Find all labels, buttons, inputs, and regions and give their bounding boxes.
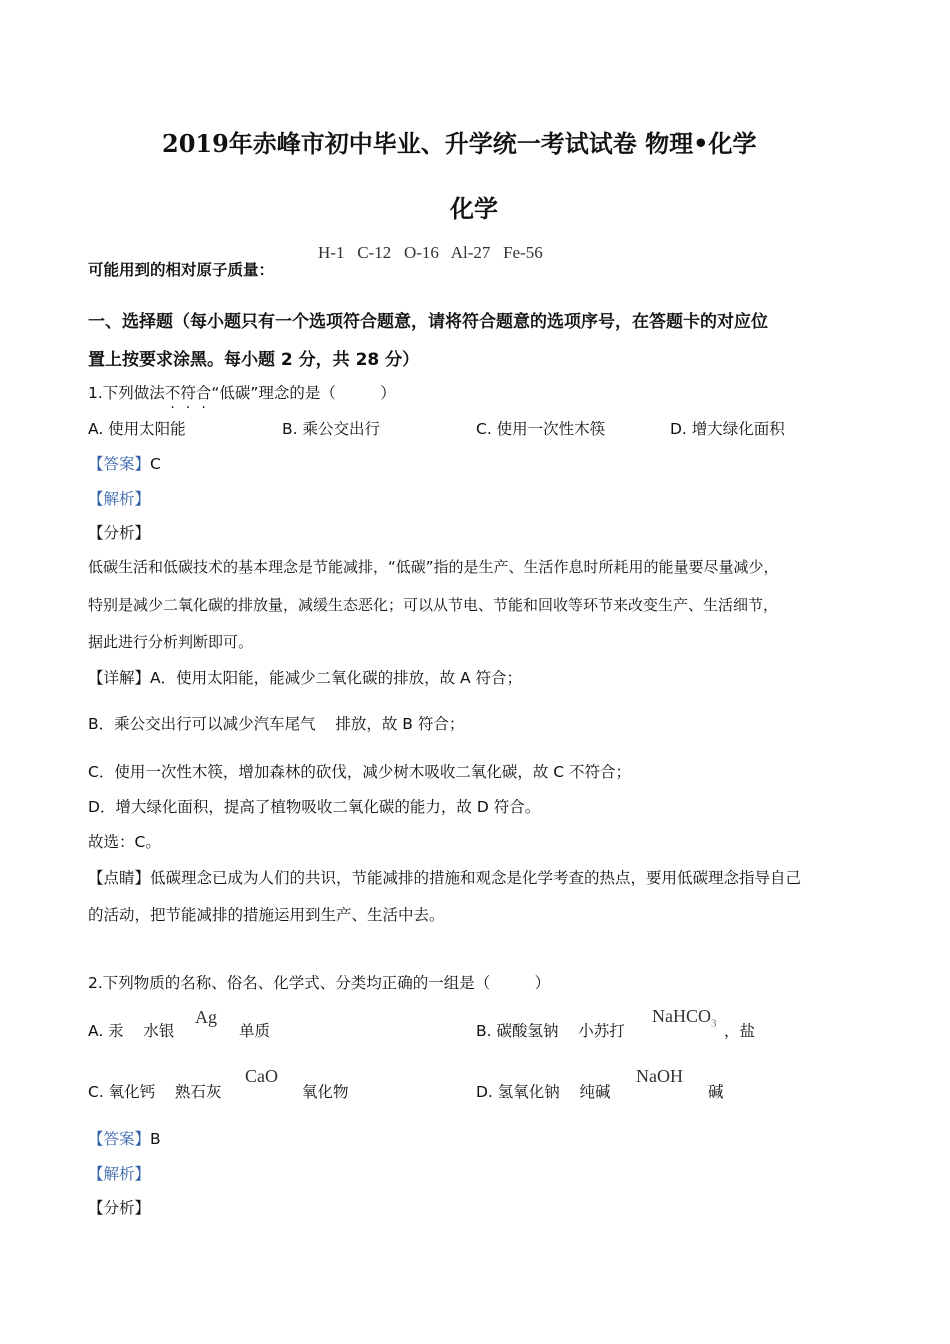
q2-option-a-class: 单质 <box>239 1022 271 1040</box>
formula-subscript: 3 <box>711 1017 717 1030</box>
q1-dianjing-line1: 【点睛】低碳理念已成为人们的共识，节能减排的措施和观念是化学考查的热点，要用低碳理念指导自己 <box>88 869 802 887</box>
q1-option-c: C. 使用一次性木筷 <box>476 420 606 438</box>
question-1-stem-pre: 1.下列做法 <box>88 384 165 402</box>
q1-fenxi-label: 【分析】 <box>88 524 151 542</box>
q2-option-b-label: B. 碳酸氢钠 小苏打 <box>476 1022 625 1040</box>
q2-option-b-formula <box>652 1006 717 1030</box>
page-subtitle: 化学 <box>450 194 498 223</box>
q1-analysis-line3: 据此进行分析判断即可。 <box>88 633 254 651</box>
emphasis-char: 合 <box>195 384 212 402</box>
q2-option-c-formula: CaO <box>245 1066 278 1086</box>
answer-value: B <box>150 1130 161 1148</box>
emphasis-char: 不 <box>164 384 181 402</box>
question-1-stem-post: “低碳”理念的是（ ） <box>211 384 396 402</box>
q2-answer <box>88 1127 161 1149</box>
q1-option-b: B. 乘公交出行 <box>282 420 380 438</box>
question-1-stem <box>88 381 396 403</box>
answer-label: 【答案】 <box>88 455 151 473</box>
q2-option-b-class: ，盐 <box>724 1022 756 1040</box>
q1-detail-b: B．乘公交出行可以减少汽车尾气 排放，故 B 符合； <box>88 715 465 733</box>
q1-answer <box>88 452 161 474</box>
page-title: 2019年赤峰市初中毕业、升学统一考试试卷 物理•化学 <box>162 129 757 158</box>
q2-option-a-label: A. 汞 水银 <box>88 1022 175 1040</box>
question-2-stem: 2.下列物质的名称、俗名、化学式、分类均正确的一组是（ ） <box>88 974 551 992</box>
q2-option-d-label: D. 氢氧化钠 纯碱 <box>476 1083 611 1101</box>
section-heading-line2: 置上按要求涂黑。每小题 2 分，共 28 分） <box>88 350 420 370</box>
q1-option-d: D. 增大绿化面积 <box>670 420 785 438</box>
q2-option-d-class: 碱 <box>708 1083 724 1101</box>
q1-detail-a: 【详解】A．使用太阳能，能减少二氧化碳的排放，故 A 符合； <box>88 669 523 687</box>
q2-option-a-formula: Ag <box>195 1007 217 1027</box>
formula-main: NaHCO <box>652 1006 711 1026</box>
section-heading-line1: 一、选择题（每小题只有一个选项符合题意，请将符合题意的选项序号，在答题卡的对应位 <box>88 312 768 332</box>
answer-label: 【答案】 <box>88 1130 151 1148</box>
q1-option-a: A. 使用太阳能 <box>88 420 186 438</box>
atomic-mass-values: H-1 C-12 O-16 Al-27 Fe-56 <box>318 243 543 262</box>
atomic-mass-label: 可能用到的相对原子质量： <box>88 261 275 279</box>
q1-choice: 故选：C。 <box>88 833 161 851</box>
answer-value: C <box>150 455 161 473</box>
q1-detail-d: D．增大绿化面积，提高了植物吸收二氧化碳的能力，故 D 符合。 <box>88 798 541 816</box>
q1-dianjing-line2: 的活动，把节能减排的措施运用到生产、生活中去。 <box>88 906 445 924</box>
q2-option-c-class: 氧化物 <box>302 1083 349 1101</box>
q1-analysis-line2: 特别是减少二氧化碳的排放量，减缓生态恶化；可以从节电、节能和回收等环节来改变生产、生活细节， <box>88 596 779 614</box>
q1-analysis-line1: 低碳生活和低碳技术的基本理念是节能减排，“低碳”指的是生产、生活作息时所耗用的能量要尽量减少， <box>88 558 779 576</box>
q1-detail-c: C．使用一次性木筷，增加森林的砍伐，减少树木吸收二氧化碳，故 C 不符合； <box>88 763 632 781</box>
q2-fenxi-label: 【分析】 <box>88 1199 151 1217</box>
q2-option-c-label: C. 氧化钙 熟石灰 <box>88 1083 222 1101</box>
emphasis-char: 符 <box>180 384 196 402</box>
q1-jiexi-label: 【解析】 <box>88 490 151 508</box>
q2-jiexi-label: 【解析】 <box>88 1165 151 1183</box>
q2-option-d-formula: NaOH <box>636 1066 683 1086</box>
